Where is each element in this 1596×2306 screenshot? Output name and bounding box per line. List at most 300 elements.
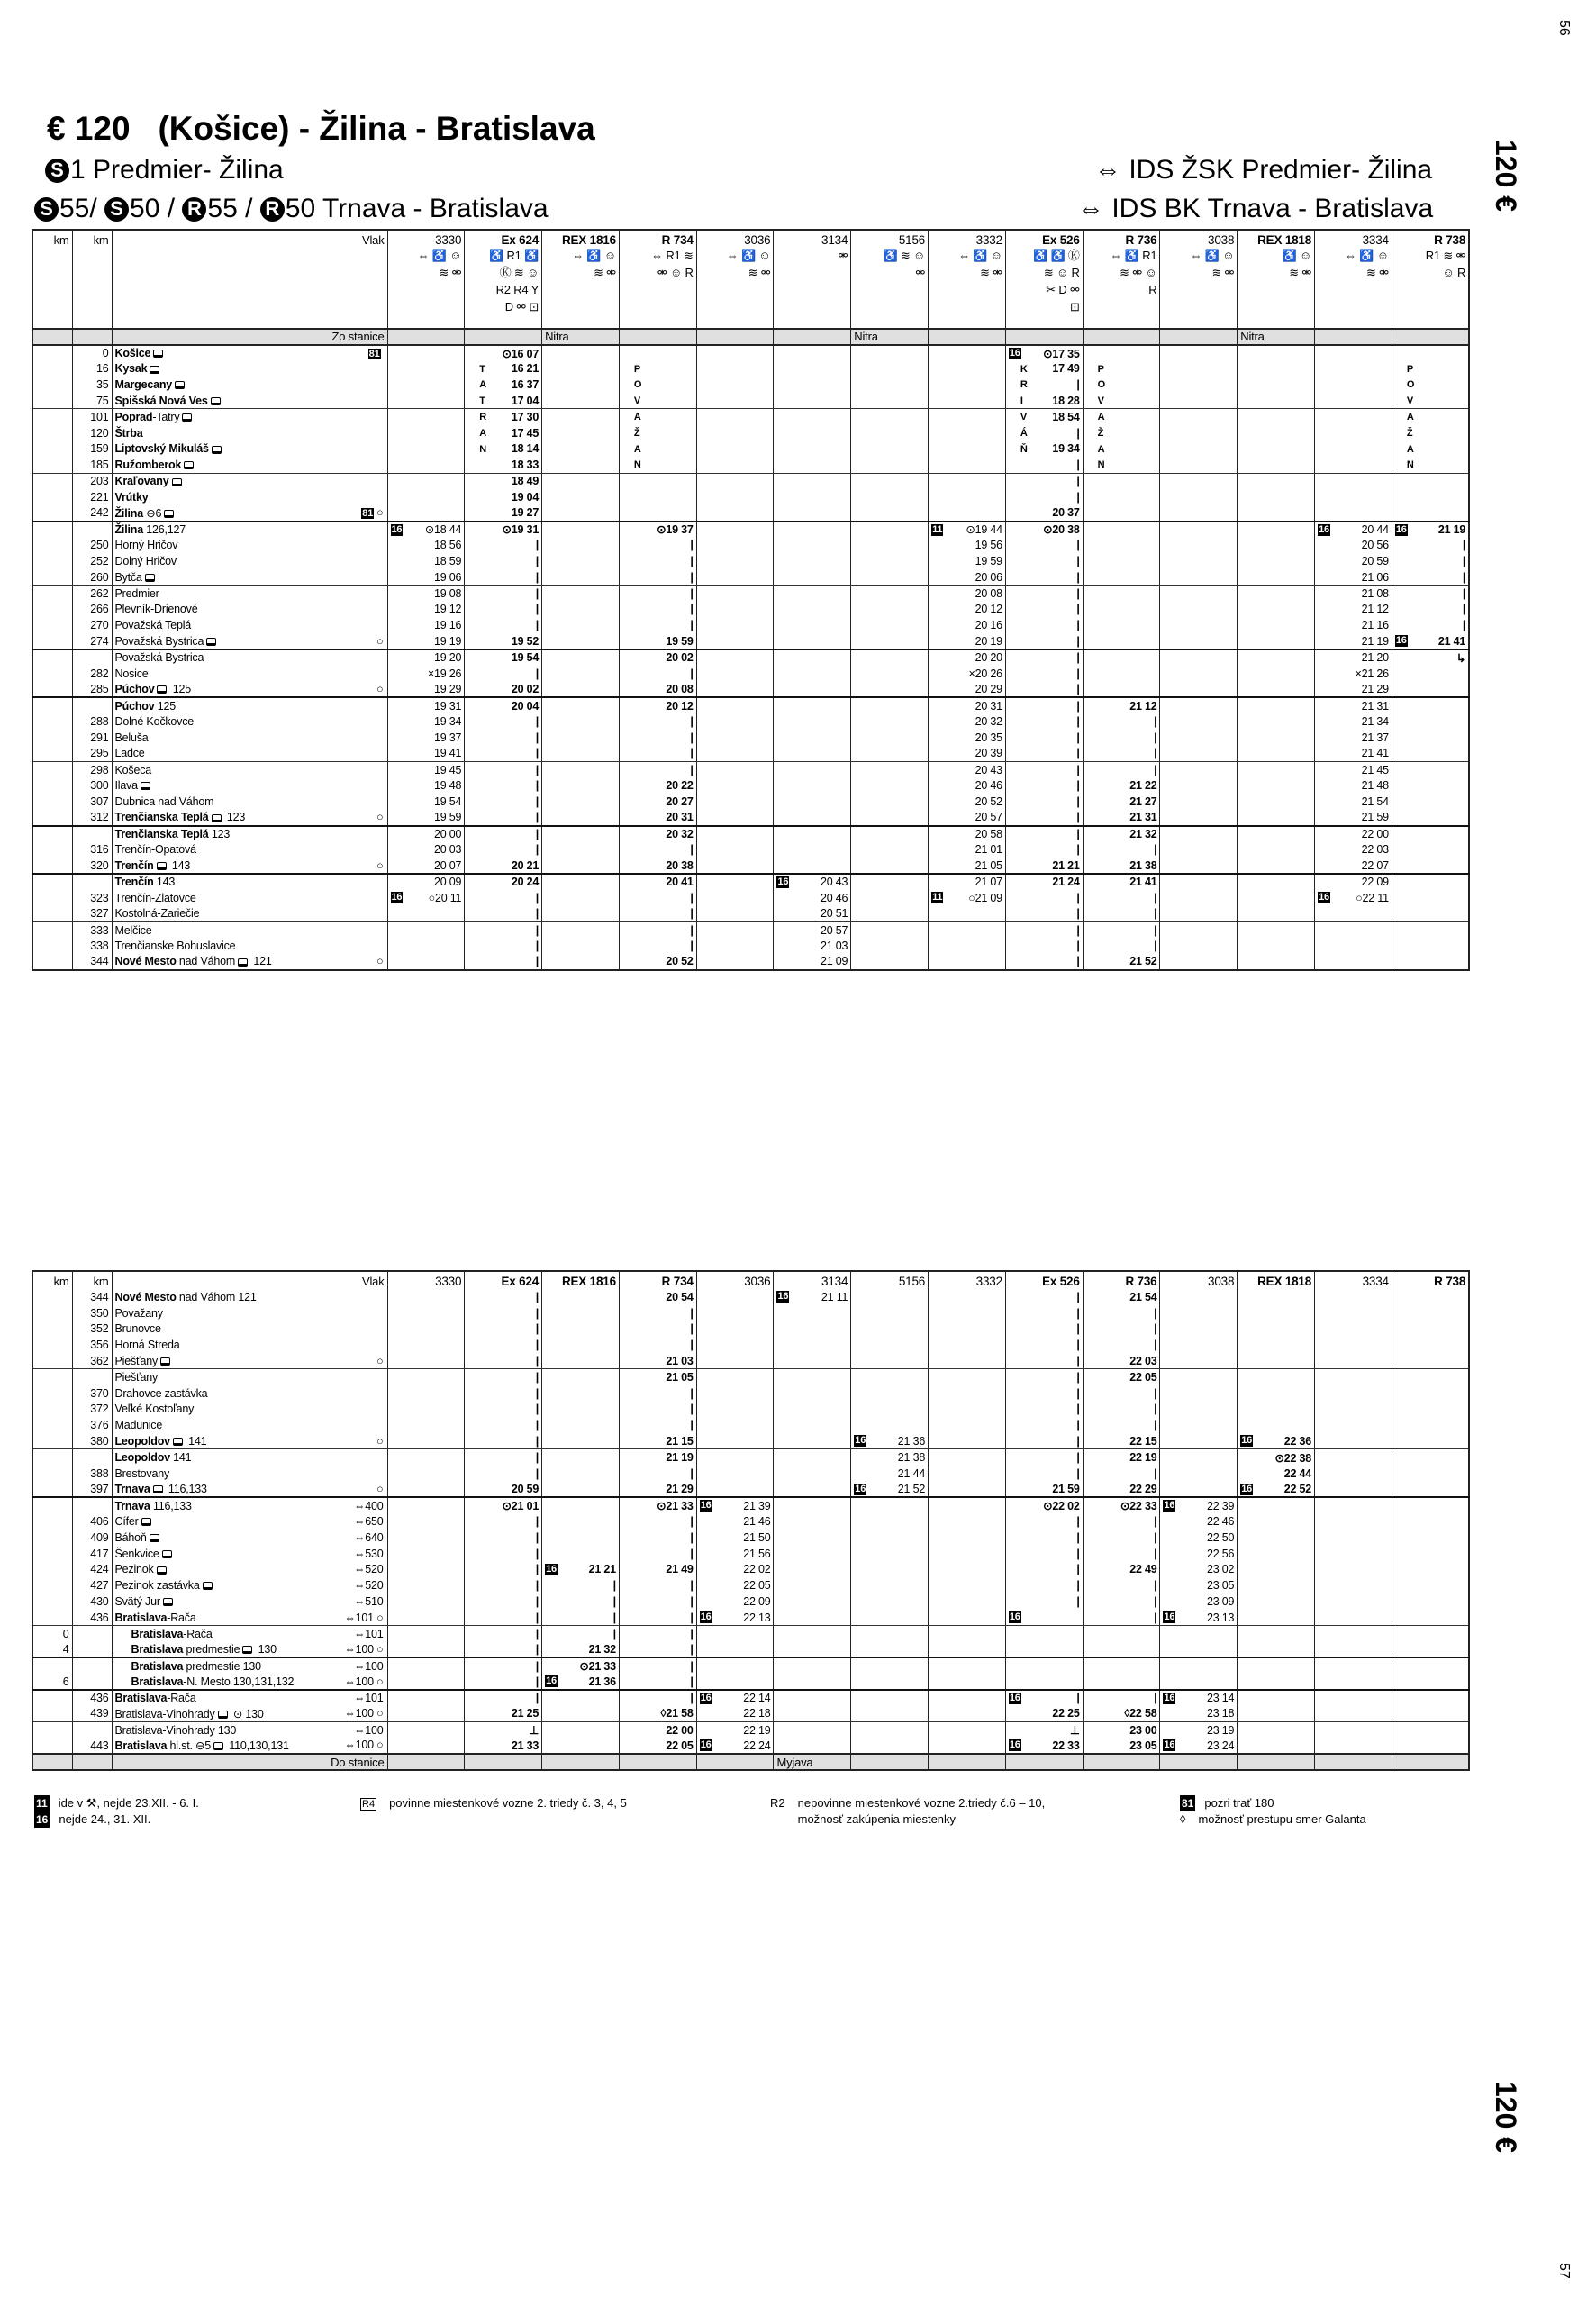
departure-time: 20 12 — [666, 699, 694, 713]
km-cell — [32, 409, 72, 425]
pass-through-line: | — [535, 1563, 540, 1576]
station-name-text: Bytča — [114, 570, 142, 584]
station-cell[interactable] — [112, 569, 387, 586]
station-note — [384, 458, 385, 471]
time-cell — [929, 697, 1006, 713]
departure-time: ○21 09 — [968, 891, 1002, 904]
time-cell — [387, 457, 465, 473]
station-note-text: ○ — [376, 858, 384, 872]
pass-through-line: | — [535, 1403, 540, 1416]
departure-time: 23 05 — [1129, 1739, 1157, 1752]
time-cell — [1160, 874, 1238, 890]
pass-through-line: | — [690, 1403, 694, 1416]
train-name-letter: N — [633, 459, 641, 471]
direction-cell — [542, 1754, 620, 1770]
time-cell — [1315, 1577, 1392, 1593]
station-cell[interactable] — [112, 457, 387, 473]
station-cell[interactable] — [112, 1337, 387, 1353]
timetable-row — [32, 1577, 1469, 1593]
station-cell[interactable] — [112, 1402, 387, 1418]
train-number: Ex 526 — [1042, 1275, 1080, 1288]
time-cell — [696, 1530, 774, 1546]
time-cell — [1238, 1546, 1315, 1562]
departure-time: 21 09 — [821, 955, 848, 968]
time-cell — [1005, 842, 1083, 858]
time-cell — [387, 1305, 465, 1321]
station-cell[interactable] — [112, 617, 387, 633]
time-cell — [1160, 697, 1238, 713]
time-cell — [1083, 586, 1160, 602]
station-connections: ⊙ 130 — [230, 1707, 264, 1720]
time-cell — [619, 666, 696, 682]
station-cell[interactable] — [112, 1369, 387, 1385]
time-cell — [1392, 1449, 1469, 1466]
pass-through-line: | — [535, 1419, 540, 1432]
station-cell[interactable] — [112, 1610, 387, 1626]
pass-through-line: | — [535, 1547, 540, 1560]
km-cell — [72, 1321, 112, 1338]
time-cell — [1083, 457, 1160, 473]
time-cell — [387, 1706, 465, 1722]
time-cell — [1160, 1642, 1238, 1658]
station-note — [384, 1339, 385, 1351]
time-cell — [1392, 746, 1469, 762]
station-cell[interactable] — [112, 1289, 387, 1305]
time-cell — [774, 425, 851, 441]
timetable-row — [32, 826, 1469, 842]
station-cell[interactable] — [112, 537, 387, 553]
station-cell[interactable] — [112, 682, 387, 698]
time-cell — [774, 858, 851, 874]
time-cell — [774, 890, 851, 906]
footnote-badge: 16 — [1009, 1739, 1020, 1751]
km-value: 333 — [90, 923, 109, 937]
station-cell[interactable] — [112, 1385, 387, 1402]
station-cell[interactable] — [112, 858, 387, 874]
station-note — [384, 651, 385, 664]
km-value: 356 — [90, 1339, 109, 1352]
station-cell[interactable] — [112, 1690, 387, 1706]
station-cell[interactable] — [112, 794, 387, 810]
time-cell — [1005, 1674, 1083, 1690]
time-cell — [1238, 1610, 1315, 1626]
station-cell[interactable] — [112, 1706, 387, 1722]
time-cell — [1392, 938, 1469, 954]
departure-time: 21 34 — [1361, 715, 1389, 729]
time-cell — [1160, 537, 1238, 553]
km-cell — [32, 746, 72, 762]
station-cell[interactable] — [112, 1657, 387, 1674]
time-cell — [774, 1642, 851, 1658]
time-cell — [1083, 1385, 1160, 1402]
train-number: 3330 — [435, 1275, 462, 1288]
time-cell — [542, 1402, 620, 1418]
departure-time: 19 48 — [434, 779, 462, 793]
departure-time: 21 45 — [1361, 763, 1389, 776]
km-cell — [72, 602, 112, 618]
station-cell[interactable] — [112, 730, 387, 746]
pass-through-line: | — [1154, 1403, 1157, 1416]
train-column-header — [1238, 230, 1315, 329]
station-cell[interactable] — [112, 602, 387, 618]
time-cell — [1238, 1530, 1315, 1546]
departure-time: 21 44 — [897, 1466, 926, 1480]
station-cell[interactable] — [112, 425, 387, 441]
time-cell — [1238, 1577, 1315, 1593]
direction-cell — [1238, 329, 1315, 345]
station-cell[interactable] — [112, 762, 387, 778]
departure-time: ○20 11 — [428, 891, 462, 904]
pass-through-line: | — [535, 1354, 540, 1367]
footnote-text: povinne miestenkové vozne 2. triedy č. 3, 4, 5 — [389, 1796, 627, 1810]
train-amenity-icons: ⇔ ♿ ☺ — [1345, 249, 1389, 262]
station-cell[interactable] — [112, 1417, 387, 1433]
station-note — [344, 1739, 384, 1752]
time-cell — [774, 1305, 851, 1321]
station-cell[interactable] — [112, 361, 387, 377]
pass-through-line: | — [1076, 907, 1080, 921]
station-cell[interactable] — [112, 473, 387, 489]
departure-time: 22 29 — [1129, 1482, 1157, 1495]
direction-station: Nitra — [854, 330, 878, 344]
time-cell — [619, 1530, 696, 1546]
station-cell[interactable] — [112, 842, 387, 858]
pass-through-line: | — [1154, 1386, 1157, 1400]
train-amenity-icons: R1 ≋ ⚮ — [1425, 249, 1466, 262]
time-cell — [1315, 794, 1392, 810]
station-note — [376, 1483, 384, 1495]
station-cell[interactable] — [112, 954, 387, 970]
time-cell — [387, 938, 465, 954]
time-cell — [1083, 794, 1160, 810]
station-cell[interactable] — [112, 1497, 387, 1513]
time-cell — [1160, 522, 1238, 538]
pass-through-line: | — [535, 1627, 540, 1640]
station-cell[interactable] — [112, 810, 387, 826]
time-cell — [929, 762, 1006, 778]
departure-time: 22 19 — [743, 1723, 771, 1737]
station-cell[interactable] — [112, 1626, 387, 1642]
station-cell[interactable] — [112, 666, 387, 682]
station-cell[interactable] — [112, 1738, 387, 1754]
time-cell — [1392, 505, 1469, 522]
station-cell[interactable] — [112, 1642, 387, 1658]
time-cell — [1083, 826, 1160, 842]
time-cell — [1238, 1353, 1315, 1369]
time-cell — [1083, 393, 1160, 409]
km-cell — [72, 505, 112, 522]
time-cell — [929, 457, 1006, 473]
departure-time: 17 30 — [511, 411, 540, 424]
train-number: 3038 — [1208, 1275, 1235, 1288]
time-cell — [1238, 649, 1315, 666]
station-cell[interactable] — [112, 441, 387, 458]
time-cell — [387, 473, 465, 489]
time-cell — [1083, 1642, 1160, 1658]
station-name — [115, 491, 149, 504]
time-cell — [1315, 666, 1392, 682]
time-cell — [929, 1593, 1006, 1610]
time-cell — [1083, 1321, 1160, 1338]
km-cell — [32, 682, 72, 698]
departure-time: 20 12 — [975, 603, 1002, 616]
departure-time: 21 07 — [975, 876, 1002, 889]
time-cell — [1315, 1642, 1392, 1658]
time-cell — [1238, 1482, 1315, 1498]
station-cell[interactable] — [112, 713, 387, 730]
train-amenity-icons: ⇔ ♿ ☺ — [726, 249, 771, 262]
timetable-row — [32, 1497, 1469, 1513]
time-cell — [1392, 826, 1469, 842]
departure-time: 19 19 — [434, 634, 462, 648]
time-cell — [1238, 1337, 1315, 1353]
departure-time: 21 12 — [1361, 603, 1389, 616]
station-cell[interactable] — [112, 586, 387, 602]
time-cell — [696, 537, 774, 553]
pass-through-line: | — [535, 1611, 540, 1624]
time-cell — [465, 826, 542, 842]
station-cell[interactable] — [112, 1577, 387, 1593]
station-cell[interactable] — [112, 553, 387, 569]
station-cell[interactable] — [112, 874, 387, 890]
station-cell[interactable] — [112, 938, 387, 954]
departure-time: 18 33 — [511, 458, 540, 472]
km-cell — [32, 1289, 72, 1305]
time-cell — [1315, 1722, 1392, 1739]
time-cell — [1005, 537, 1083, 553]
departure-time: 21 41 — [1361, 747, 1389, 760]
pass-through-line: | — [1076, 458, 1080, 472]
time-cell — [542, 1385, 620, 1402]
km-value: 338 — [90, 940, 109, 953]
footnote-badge: 16 — [700, 1611, 712, 1622]
timetable-row — [32, 1385, 1469, 1402]
station-cell[interactable] — [112, 1321, 387, 1338]
train-number: REX 1816 — [561, 1275, 616, 1288]
station-cell[interactable] — [112, 377, 387, 393]
time-cell — [696, 1562, 774, 1578]
departure-time: 21 32 — [588, 1642, 616, 1656]
pass-through-line: | — [1076, 619, 1080, 632]
time-cell — [387, 1642, 465, 1658]
time-cell — [774, 666, 851, 682]
station-cell[interactable] — [112, 1433, 387, 1449]
side-route-label: 120 € — [1490, 140, 1522, 213]
km-value: 307 — [90, 795, 109, 808]
station-cell[interactable] — [112, 1722, 387, 1739]
time-cell — [1238, 473, 1315, 489]
time-cell — [465, 1593, 542, 1610]
km-cell — [72, 1449, 112, 1466]
km-cell — [72, 1642, 112, 1658]
km-cell — [32, 1657, 72, 1674]
departure-time: 22 25 — [1052, 1707, 1080, 1720]
station-cell[interactable] — [112, 1530, 387, 1546]
time-cell — [1160, 810, 1238, 826]
time-cell — [774, 1674, 851, 1690]
time-cell — [1392, 649, 1469, 666]
time-cell — [619, 1449, 696, 1466]
km-cell — [32, 602, 72, 618]
time-cell — [1392, 602, 1469, 618]
km-cell — [72, 794, 112, 810]
time-cell — [387, 1353, 465, 1369]
station-cell[interactable] — [112, 1674, 387, 1690]
station-cell[interactable] — [112, 505, 387, 522]
train-column-header — [542, 1271, 620, 1289]
timetable-row — [32, 1642, 1469, 1658]
time-cell — [1238, 553, 1315, 569]
station-cell[interactable] — [112, 697, 387, 713]
pass-through-line: | — [1076, 475, 1080, 488]
km-cell — [32, 713, 72, 730]
km-cell — [72, 377, 112, 393]
station-cell[interactable] — [112, 409, 387, 425]
station-note — [384, 892, 385, 904]
time-cell — [465, 874, 542, 890]
pass-through-line: | — [535, 907, 540, 921]
km-cell — [32, 1449, 72, 1466]
time-cell — [387, 649, 465, 666]
station-cell[interactable] — [112, 1513, 387, 1530]
km-cell — [72, 921, 112, 938]
station-cell[interactable] — [112, 906, 387, 922]
time-cell — [929, 617, 1006, 633]
time-cell — [1315, 762, 1392, 778]
footnote-text: nejde 24., 31. XII. — [59, 1812, 151, 1826]
pass-through-line: | — [1154, 1611, 1157, 1624]
station-name — [115, 859, 191, 872]
time-cell — [542, 649, 620, 666]
km-value: 417 — [90, 1547, 109, 1560]
time-cell — [1005, 393, 1083, 409]
station-cell[interactable] — [112, 522, 387, 538]
pass-through-line: | — [1154, 1419, 1157, 1432]
time-cell — [851, 746, 929, 762]
station-cell[interactable] — [112, 826, 387, 842]
station-cell[interactable] — [112, 746, 387, 762]
time-cell — [696, 1690, 774, 1706]
time-cell — [696, 441, 774, 458]
station-name — [115, 1339, 180, 1351]
station-cell[interactable] — [112, 921, 387, 938]
timetable-bottom — [32, 1270, 1470, 1771]
time-cell — [1083, 1626, 1160, 1642]
time-cell — [619, 489, 696, 505]
station-connections: 141 — [169, 1451, 192, 1465]
time-cell — [1392, 345, 1469, 361]
station-name — [115, 1675, 295, 1688]
station-cell[interactable] — [112, 890, 387, 906]
station-cell[interactable] — [112, 489, 387, 505]
train-name-letter: P — [633, 363, 641, 375]
time-cell — [1160, 1417, 1238, 1433]
station-cell[interactable] — [112, 1466, 387, 1482]
time-cell — [1005, 1497, 1083, 1513]
time-cell — [465, 1577, 542, 1593]
time-cell — [1238, 425, 1315, 441]
footnote-badge: 16 — [855, 1483, 866, 1494]
time-cell — [929, 1353, 1006, 1369]
station-name-bold: Žilina — [114, 506, 143, 520]
time-cell — [1392, 1626, 1469, 1642]
time-cell — [465, 425, 542, 441]
station-cell[interactable] — [112, 649, 387, 666]
station-cell[interactable] — [112, 393, 387, 409]
station-cell[interactable] — [112, 1449, 387, 1466]
time-cell — [542, 682, 620, 698]
time-cell — [1392, 730, 1469, 746]
station-cell[interactable] — [112, 1353, 387, 1369]
station-cell[interactable] — [112, 345, 387, 361]
time-cell — [774, 1321, 851, 1338]
station-cell[interactable] — [112, 1305, 387, 1321]
bus-icon — [218, 1711, 228, 1719]
time-cell — [1392, 1433, 1469, 1449]
station-cell[interactable] — [112, 633, 387, 649]
time-cell — [696, 569, 774, 586]
time-cell — [542, 1577, 620, 1593]
time-cell — [1083, 938, 1160, 954]
km-cell — [72, 1385, 112, 1402]
station-note-text: ⇔100 ○ — [344, 1739, 384, 1752]
pass-through-line: | — [1462, 570, 1466, 584]
footnote-mark: R2 — [770, 1796, 785, 1810]
footnote-badge: 16 — [1009, 1611, 1020, 1622]
pass-through-line: | — [1076, 955, 1080, 968]
time-cell — [619, 1674, 696, 1690]
station-cell[interactable] — [112, 1482, 387, 1498]
time-cell — [1315, 393, 1392, 409]
line-label: 50 Trnava - Bratislava — [285, 194, 549, 223]
pass-through-line: | — [535, 891, 540, 904]
time-cell — [542, 746, 620, 762]
pass-through-line: | — [1076, 1322, 1080, 1336]
time-cell — [1315, 1482, 1392, 1498]
station-cell[interactable] — [112, 777, 387, 794]
departure-time: 20 02 — [666, 651, 694, 665]
time-cell — [696, 1402, 774, 1418]
time-cell — [1083, 906, 1160, 922]
time-cell — [1160, 777, 1238, 794]
time-cell — [851, 1722, 929, 1739]
time-cell — [1005, 473, 1083, 489]
departure-time: 21 56 — [743, 1547, 771, 1560]
time-cell — [465, 505, 542, 522]
station-cell[interactable] — [112, 1593, 387, 1610]
station-cell[interactable] — [112, 1546, 387, 1562]
time-cell — [542, 826, 620, 842]
time-cell — [1083, 425, 1160, 441]
departure-time: 20 52 — [975, 795, 1002, 808]
pass-through-line: | — [690, 923, 694, 937]
train-number: 3332 — [975, 233, 1002, 247]
time-cell — [1005, 1513, 1083, 1530]
km-cell — [32, 1337, 72, 1353]
train-column-header — [1315, 1271, 1392, 1289]
time-cell — [929, 1466, 1006, 1482]
time-cell — [465, 1417, 542, 1433]
time-cell — [387, 1626, 465, 1642]
time-cell — [619, 409, 696, 425]
time-cell — [851, 1593, 929, 1610]
departure-time: 19 37 — [434, 731, 462, 744]
direction-cell — [929, 1754, 1006, 1770]
station-note-text: ⇔101 — [353, 1627, 384, 1640]
station-cell[interactable] — [112, 1562, 387, 1578]
km-cell — [32, 1402, 72, 1418]
station-name — [115, 1307, 163, 1320]
